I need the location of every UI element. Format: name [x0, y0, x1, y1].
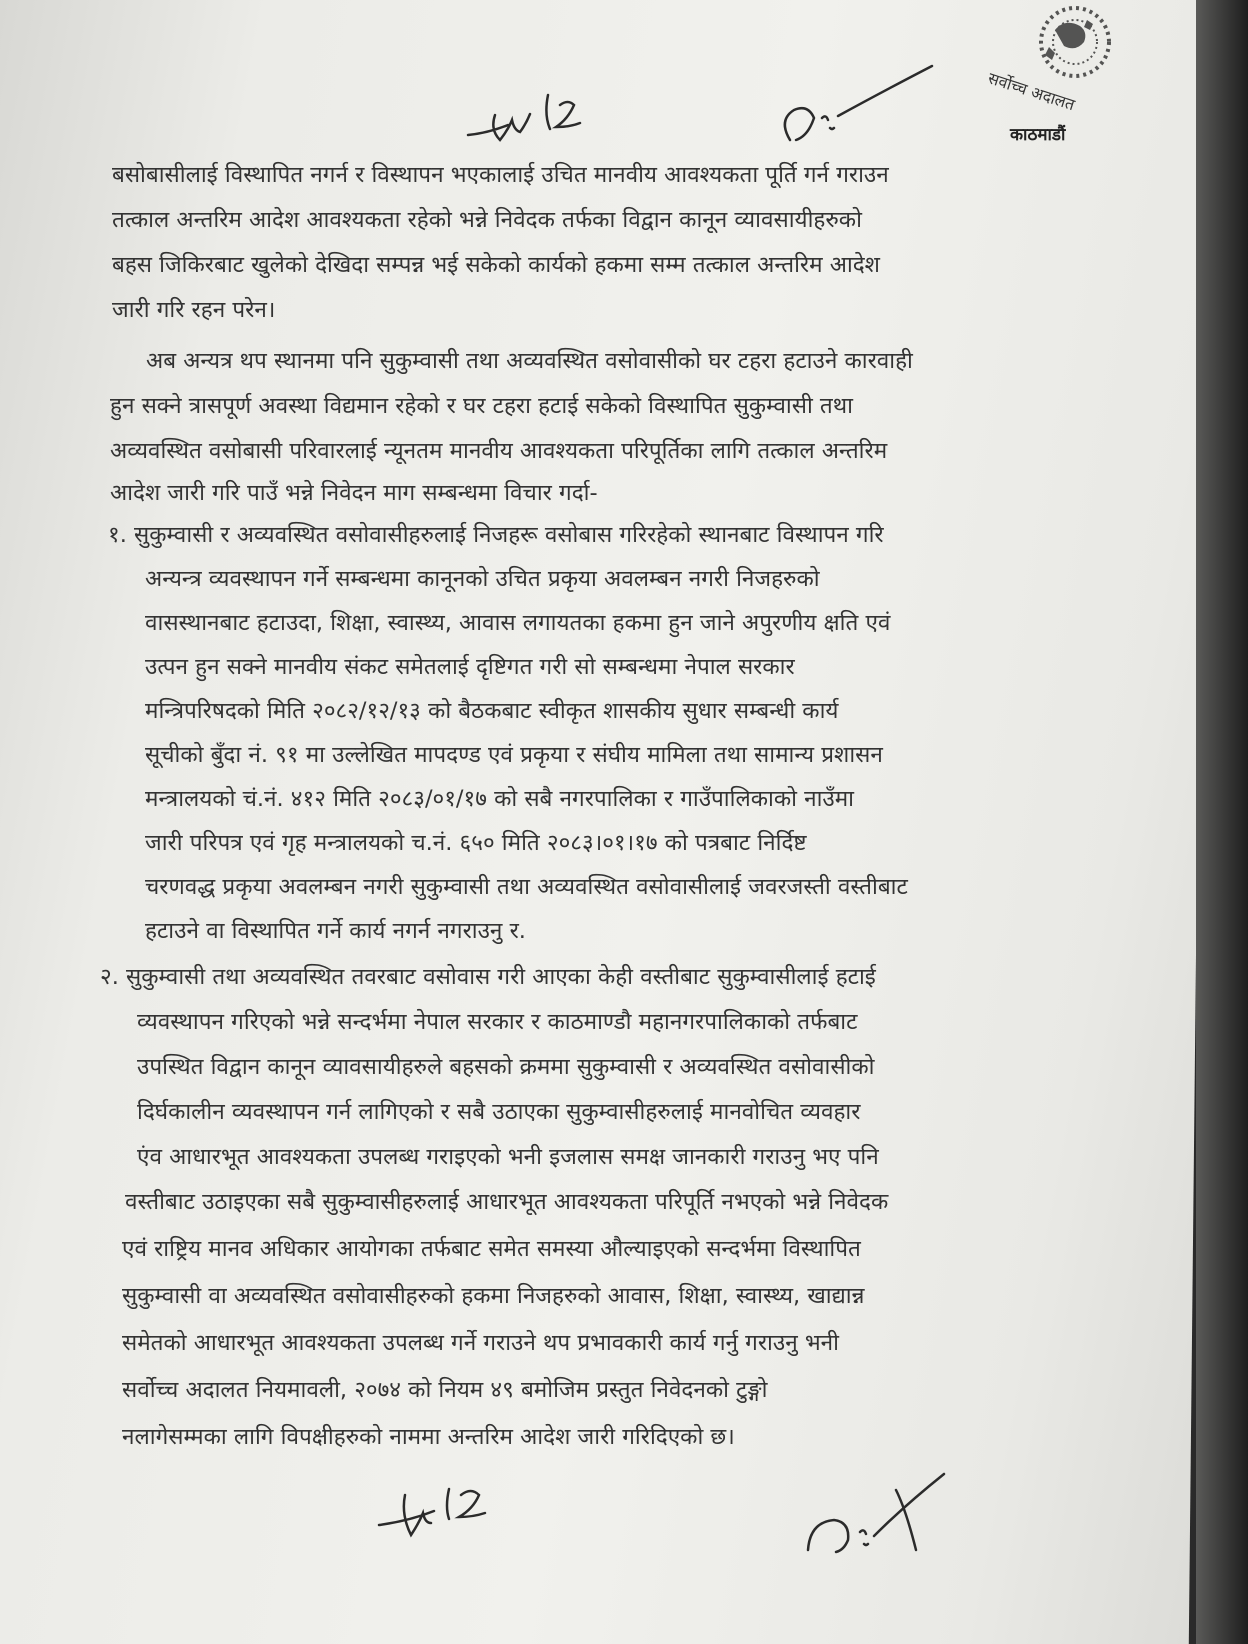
- para1-line-4: जारी गरि रहन परेन।: [112, 297, 276, 323]
- para1-line-1: बसोबासीलाई विस्थापित नगर्न र विस्थापन भएकालाई उचित मानवीय आवश्यकता पूर्ति गर्न गराउन: [112, 162, 889, 188]
- item1-line-3: वासस्थानबाट हटाउदा, शिक्षा, स्वास्थ्य, आवास लगायतका हकमा हुन जाने अपुरणीय क्षति एवं: [145, 610, 891, 636]
- item1-line-1: १. सुकुम्वासी र अव्यवस्थित वसोवासीहरुलाई निजहरू वसोबास गरिरहेको स्थानबाट विस्थापन गरि: [108, 522, 884, 548]
- item2-line-6: वस्तीबाट उठाइएका सबै सुकुम्वासीहरुलाई आधारभूत आवश्यकता परिपूर्ति नभएको भन्ने निवेदक: [125, 1189, 889, 1215]
- item1-line-2: अन्यन्त्र व्यवस्थापन गर्ने सम्बन्धमा कानूनको उचित प्रकृया अवलम्बन नगरी निजहरुको: [145, 566, 820, 592]
- item1-line-5: मन्त्रिपरिषदको मिति २०८२/१२/१३ को बैठकबाट स्वीकृत शासकीय सुधार सम्बन्धी कार्य: [145, 698, 839, 724]
- handwritten-signature-bottom-right: [800, 1470, 960, 1560]
- item2-line-4: दिर्घकालीन व्यवस्थापन गर्न लागिएको र सबै उठाएका सुकुम्वासीहरुलाई मानवोचित व्यवहार: [137, 1099, 861, 1125]
- item2-line-3: उपस्थित विद्वान कानून व्यावसायीहरुले बहसको क्रममा सुकुम्वासी र अव्यवस्थित वसोवासीको: [137, 1054, 875, 1080]
- para1-line-2: तत्काल अन्तरिम आदेश आवश्यकता रहेको भन्ने निवेदक तर्फका विद्वान कानून व्यावसायीहरुको: [112, 207, 862, 233]
- svg-text:काठमाडौं: काठमाडौं: [1010, 125, 1066, 145]
- handwritten-signature-top-right: [760, 60, 940, 160]
- item2-line-10: सर्वोच्च अदालत नियमावली, २०७४ को नियम ४९ बमोजिम प्रस्तुत निवेदनको टुङ्गो: [122, 1377, 768, 1403]
- item1-line-6: सूचीको बुँदा नं. ९१ मा उल्लेखित मापदण्ड एवं प्रकृया र संघीय मामिला तथा सामान्य प्रशासन: [145, 742, 883, 768]
- svg-text:सर्वोच्च अदालत: सर्वोच्च अदालत: [985, 68, 1078, 115]
- item1-line-7: मन्त्रालयको चं.नं. ४१२ मिति २०८३/०१/१७ को सबै नगरपालिका र गाउँपालिकाको नाउँमा: [145, 786, 855, 812]
- item2-line-1: २. सुकुम्वासी तथा अव्यवस्थित तवरबाट वसोवास गरी आएका केही वस्तीबाट सुकुम्वासीलाई हटाई: [100, 964, 876, 990]
- item1-line-9: चरणवद्ध प्रकृया अवलम्बन नगरी सुकुम्वासी तथा अव्यवस्थित वसोवासीलाई जवरजस्ती वस्तीबाट: [145, 874, 908, 900]
- court-seal-stamp: [985, 0, 1145, 160]
- para2-line-4: आदेश जारी गरि पाउँ भन्ने निवेदन माग सम्बन्धमा विचार गर्दा-: [110, 480, 598, 506]
- para2-line-1: अब अन्यत्र थप स्थानमा पनि सुकुम्वासी तथा अव्यवस्थित वसोवासीको घर टहरा हटाउने कारवाही: [146, 348, 913, 374]
- item2-line-9: समेतको आधारभूत आवश्यकता उपलब्ध गर्ने गराउने थप प्रभावकारी कार्य गर्नु गराउनु भनी: [122, 1330, 839, 1356]
- item2-line-2: व्यवस्थापन गरिएको भन्ने सन्दर्भमा नेपाल सरकार र काठमाण्डौ महानगरपालिकाको तर्फबाट: [137, 1009, 858, 1035]
- handwritten-signature-top-left: [460, 75, 610, 155]
- item1-line-10: हटाउने वा विस्थापित गर्ने कार्य नगर्न नगराउनु र.: [145, 918, 526, 944]
- desk-edge-shadow: [1196, 0, 1248, 1644]
- handwritten-signature-bottom-left: [375, 1465, 535, 1545]
- item2-line-8: सुकुम्वासी वा अव्यवस्थित वसोवासीहरुको हकमा निजहरुको आवास, शिक्षा, स्वास्थ्य, खाद्यान्न: [122, 1283, 865, 1309]
- para2-line-3: अव्यवस्थित वसोबासी परिवारलाई न्यूनतम मानवीय आवश्यकता परिपूर्तिका लागि तत्काल अन्तरिम: [110, 438, 888, 464]
- item1-line-8: जारी परिपत्र एवं गृह मन्त्रालयको च.नं. ६५० मिति २०८३।०१।१७ को पत्रबाट निर्दिष्ट: [145, 830, 807, 856]
- para1-line-3: बहस जिकिरबाट खुलेको देखिदा सम्पन्न भई सकेको कार्यको हकमा सम्म तत्काल अन्तरिम आदेश: [112, 252, 880, 278]
- item2-line-11: नलागेसम्मका लागि विपक्षीहरुको नाममा अन्तरिम आदेश जारी गरिदिएको छ।: [122, 1424, 735, 1450]
- para2-line-2: हुन सक्ने त्रासपूर्ण अवस्था विद्यमान रहेको र घर टहरा हटाई सकेको विस्थापित सुकुम्वासी तथा: [110, 393, 853, 419]
- item1-line-4: उत्पन हुन सक्ने मानवीय संकट समेतलाई दृष्टिगत गरी सो सम्बन्धमा नेपाल सरकार: [145, 654, 795, 680]
- item2-line-5: एंव आधारभूत आवश्यकता उपलब्ध गराइएको भनी इजलास समक्ष जानकारी गराउनु भए पनि: [137, 1144, 879, 1170]
- item2-line-7: एवं राष्ट्रिय मानव अधिकार आयोगका तर्फबाट समेत समस्या औल्याइएको सन्दर्भमा विस्थापित: [122, 1236, 861, 1262]
